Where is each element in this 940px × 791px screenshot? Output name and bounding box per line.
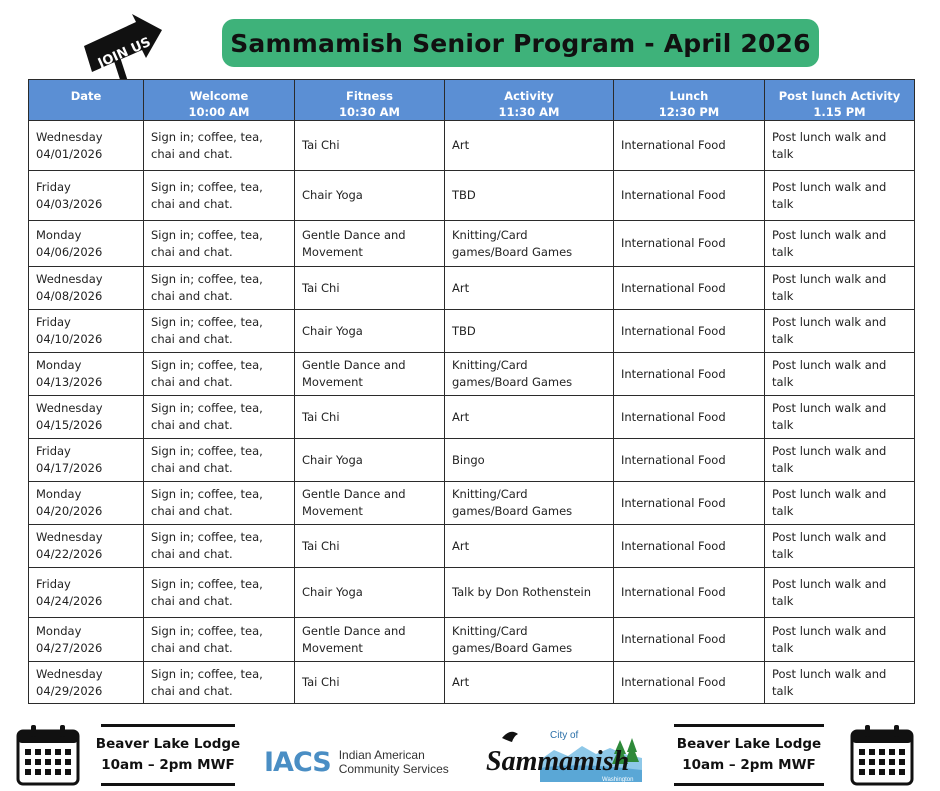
iacs-logo bbox=[264, 742, 474, 782]
lunch-cell: International Food bbox=[614, 310, 765, 353]
date-day: Friday bbox=[36, 444, 71, 458]
welcome-cell: Sign in; coffee, tea, chai and chat. bbox=[144, 121, 295, 171]
lodge-info-right bbox=[674, 724, 824, 786]
date-cell bbox=[29, 221, 144, 267]
table-row bbox=[29, 353, 915, 396]
date-cell bbox=[29, 121, 144, 171]
welcome-cell: Sign in; coffee, tea, chai and chat. bbox=[144, 310, 295, 353]
post-lunch-cell: Post lunch walk and talk bbox=[765, 121, 915, 171]
date-day: Wednesday bbox=[36, 666, 103, 681]
post-lunch-cell: Post lunch walk and talk bbox=[765, 353, 915, 396]
header-fitness: Fitness 10:30 AM bbox=[295, 80, 445, 121]
date-date: 04/29/2026 bbox=[36, 683, 103, 698]
lunch-cell: International Food bbox=[614, 121, 765, 171]
date-day: Friday bbox=[36, 576, 71, 591]
iacs-mark: IACS bbox=[264, 746, 331, 778]
table-row bbox=[29, 171, 915, 221]
fitness-cell: Chair Yoga bbox=[295, 171, 445, 221]
date-day: Wednesday bbox=[36, 401, 103, 415]
date-date: 04/27/2026 bbox=[36, 640, 103, 655]
fitness-cell: Tai Chi bbox=[295, 267, 445, 310]
table-row bbox=[29, 568, 915, 618]
welcome-cell: Sign in; coffee, tea, chai and chat. bbox=[144, 353, 295, 396]
date-day: Wednesday bbox=[36, 530, 103, 544]
post-lunch-cell: Post lunch walk and talk bbox=[765, 396, 915, 439]
post-lunch-cell: Post lunch walk and talk bbox=[765, 221, 915, 267]
welcome-cell: Sign in; coffee, tea, chai and chat. bbox=[144, 439, 295, 482]
sammamish-logo bbox=[484, 724, 650, 786]
welcome-cell: Sign in; coffee, tea, chai and chat. bbox=[144, 568, 295, 618]
welcome-cell: Sign in; coffee, tea, chai and chat. bbox=[144, 221, 295, 267]
fitness-cell: Gentle Dance and Movement bbox=[295, 353, 445, 396]
header-activity: Activity 11:30 AM bbox=[445, 80, 614, 121]
table-row bbox=[29, 121, 915, 171]
iacs-name: Indian American Community Services bbox=[338, 748, 449, 776]
date-day: Monday bbox=[36, 227, 82, 242]
post-lunch-cell: Post lunch walk and talk bbox=[765, 267, 915, 310]
date-date: 04/13/2026 bbox=[36, 375, 103, 389]
date-day: Monday bbox=[36, 623, 82, 638]
date-date: 04/10/2026 bbox=[36, 332, 103, 346]
welcome-cell: Sign in; coffee, tea, chai and chat. bbox=[144, 482, 295, 525]
table-row bbox=[29, 310, 915, 353]
lunch-cell: International Food bbox=[614, 267, 765, 310]
post-lunch-cell: Post lunch walk and talk bbox=[765, 568, 915, 618]
date-date: 04/20/2026 bbox=[36, 504, 103, 518]
date-date: 04/06/2026 bbox=[36, 244, 103, 259]
date-date: 04/01/2026 bbox=[36, 146, 103, 161]
activity-cell: TBD bbox=[445, 310, 614, 353]
date-date: 04/17/2026 bbox=[36, 461, 103, 475]
schedule-table bbox=[28, 79, 915, 704]
join-us-text: JOIN US bbox=[95, 34, 154, 72]
calendar-icon bbox=[850, 724, 914, 786]
date-day: Friday bbox=[36, 315, 71, 329]
activity-cell: Talk by Don Rothenstein bbox=[445, 568, 614, 618]
header-lunch: Lunch 12:30 PM bbox=[614, 80, 765, 121]
header-post-lunch: Post lunch Activity 1.15 PM bbox=[765, 80, 915, 121]
svg-text:Sammamish: Sammamish bbox=[486, 746, 630, 777]
date-cell bbox=[29, 267, 144, 310]
lodge-hours: 10am – 2pm MWF bbox=[682, 757, 816, 773]
date-date: 04/24/2026 bbox=[36, 593, 103, 608]
activity-cell: Art bbox=[445, 267, 614, 310]
table-row bbox=[29, 618, 915, 662]
lunch-cell: International Food bbox=[614, 353, 765, 396]
lunch-cell: International Food bbox=[614, 618, 765, 662]
lodge-name: Beaver Lake Lodge bbox=[676, 736, 822, 752]
lunch-cell: International Food bbox=[614, 525, 765, 568]
activity-cell: Art bbox=[445, 121, 614, 171]
lunch-cell: International Food bbox=[614, 568, 765, 618]
activity-cell: Knitting/Card games/Board Games bbox=[445, 353, 614, 396]
title-banner bbox=[222, 19, 819, 67]
activity-cell: Knitting/Card games/Board Games bbox=[445, 618, 614, 662]
fitness-cell: Tai Chi bbox=[295, 525, 445, 568]
activity-cell: Art bbox=[445, 396, 614, 439]
welcome-cell: Sign in; coffee, tea, chai and chat. bbox=[144, 396, 295, 439]
welcome-cell: Sign in; coffee, tea, chai and chat. bbox=[144, 525, 295, 568]
lunch-cell: International Food bbox=[614, 396, 765, 439]
table-row bbox=[29, 662, 915, 704]
fitness-cell: Gentle Dance and Movement bbox=[295, 618, 445, 662]
lodge-hours: 10am – 2pm MWF bbox=[101, 757, 235, 773]
date-cell bbox=[29, 662, 144, 704]
date-date: 04/22/2026 bbox=[36, 547, 103, 561]
lodge-name: Beaver Lake Lodge bbox=[95, 736, 241, 752]
fitness-cell: Tai Chi bbox=[295, 396, 445, 439]
activity-cell: Art bbox=[445, 662, 614, 704]
header-welcome: Welcome 10:00 AM bbox=[144, 80, 295, 121]
table-row bbox=[29, 396, 915, 439]
welcome-cell: Sign in; coffee, tea, chai and chat. bbox=[144, 267, 295, 310]
table-row bbox=[29, 525, 915, 568]
date-cell bbox=[29, 618, 144, 662]
lunch-cell: International Food bbox=[614, 439, 765, 482]
header-date: Date bbox=[29, 80, 144, 121]
activity-cell: Knitting/Card games/Board Games bbox=[445, 482, 614, 525]
welcome-cell: Sign in; coffee, tea, chai and chat. bbox=[144, 662, 295, 704]
fitness-cell: Chair Yoga bbox=[295, 568, 445, 618]
date-cell bbox=[29, 310, 144, 353]
svg-text:Washington: Washington bbox=[602, 777, 634, 783]
activity-cell: TBD bbox=[445, 171, 614, 221]
fitness-cell: Chair Yoga bbox=[295, 439, 445, 482]
date-cell bbox=[29, 482, 144, 525]
page-title: Sammamish Senior Program - April 2026 bbox=[230, 28, 811, 58]
table-row bbox=[29, 482, 915, 525]
fitness-cell: Gentle Dance and Movement bbox=[295, 221, 445, 267]
date-day: Wednesday bbox=[36, 272, 103, 286]
table-row bbox=[29, 439, 915, 482]
date-date: 04/03/2026 bbox=[36, 196, 103, 211]
svg-text:City of: City of bbox=[550, 730, 579, 741]
activity-cell: Knitting/Card games/Board Games bbox=[445, 221, 614, 267]
activity-cell: Bingo bbox=[445, 439, 614, 482]
date-date: 04/15/2026 bbox=[36, 418, 103, 432]
fitness-cell: Tai Chi bbox=[295, 121, 445, 171]
date-cell bbox=[29, 439, 144, 482]
fitness-cell: Gentle Dance and Movement bbox=[295, 482, 445, 525]
fitness-cell: Tai Chi bbox=[295, 662, 445, 704]
post-lunch-cell: Post lunch walk and talk bbox=[765, 439, 915, 482]
date-cell bbox=[29, 525, 144, 568]
post-lunch-cell: Post lunch walk and talk bbox=[765, 171, 915, 221]
date-day: Monday bbox=[36, 487, 82, 501]
calendar-icon bbox=[16, 724, 80, 786]
date-day: Friday bbox=[36, 179, 71, 194]
date-cell bbox=[29, 353, 144, 396]
post-lunch-cell: Post lunch walk and talk bbox=[765, 525, 915, 568]
post-lunch-cell: Post lunch walk and talk bbox=[765, 482, 915, 525]
lunch-cell: International Food bbox=[614, 662, 765, 704]
fitness-cell: Chair Yoga bbox=[295, 310, 445, 353]
table-row bbox=[29, 267, 915, 310]
date-cell bbox=[29, 171, 144, 221]
activity-cell: Art bbox=[445, 525, 614, 568]
date-day: Wednesday bbox=[36, 129, 103, 144]
table-header-row bbox=[29, 80, 915, 121]
eagle-icon bbox=[502, 732, 518, 742]
lunch-cell: International Food bbox=[614, 482, 765, 525]
lunch-cell: International Food bbox=[614, 221, 765, 267]
post-lunch-cell: Post lunch walk and talk bbox=[765, 662, 915, 704]
schedule-body bbox=[29, 121, 915, 704]
welcome-cell: Sign in; coffee, tea, chai and chat. bbox=[144, 171, 295, 221]
lunch-cell: International Food bbox=[614, 171, 765, 221]
date-day: Monday bbox=[36, 358, 82, 372]
lodge-info-left bbox=[95, 724, 241, 786]
date-cell bbox=[29, 396, 144, 439]
post-lunch-cell: Post lunch walk and talk bbox=[765, 618, 915, 662]
date-cell bbox=[29, 568, 144, 618]
table-row bbox=[29, 221, 915, 267]
post-lunch-cell: Post lunch walk and talk bbox=[765, 310, 915, 353]
date-date: 04/08/2026 bbox=[36, 289, 103, 303]
welcome-cell: Sign in; coffee, tea, chai and chat. bbox=[144, 618, 295, 662]
